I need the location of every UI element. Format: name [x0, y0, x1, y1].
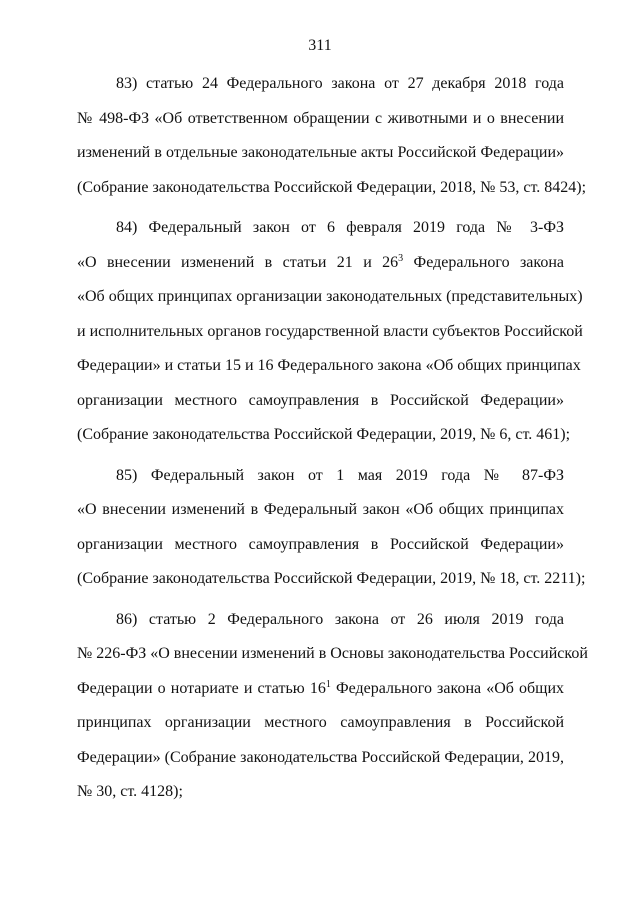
text-line-with-superscript — [77, 672, 564, 707]
text-line: изменений в отдельные законодательные акты Российской Федерации» — [77, 144, 564, 161]
text-segment: Федерального закона «Об общих — [335, 679, 565, 697]
page-number: 311 — [308, 37, 332, 54]
text-line: Федерации» (Собрание законодательства Российской Федерации, 2019, — [77, 748, 564, 766]
text-line: 83) статью 24 Федерального закона от 27 декабря 2018 года — [116, 75, 564, 92]
text-line: «Об общих принципах организации законодательных (представительных) — [77, 288, 583, 305]
text-line: 86) статью 2 Федерального закона от 26 июля 2019 года — [116, 610, 564, 628]
list-item-83 — [77, 67, 587, 205]
text-segment: Федерации о нотариате и статью 16 — [77, 679, 326, 697]
text-line: 85) Федеральный закон от 1 мая 2019 года № 87-ФЗ — [116, 466, 564, 484]
superscript: 1 — [325, 678, 331, 690]
text-line: «О внесении изменений в Федеральный закон «Об общих принципах — [77, 501, 564, 518]
list-item-85 — [77, 459, 586, 597]
text-line-with-superscript — [77, 246, 564, 281]
text-segment: «О внесении изменений в статьи 21 и 26 — [77, 253, 399, 271]
list-item-86 — [77, 603, 588, 810]
text-line: принципах организации местного самоуправления в Российской — [77, 714, 564, 731]
text-line: Федерации» и статьи 15 и 16 Федерального закона «Об общих принципах — [77, 357, 581, 374]
list-item-84 — [77, 211, 583, 453]
text-line: № 30, ст. 4128); — [77, 783, 183, 800]
text-line: и исполнительных органов государственной власти субъектов Российской — [77, 322, 583, 340]
document-body — [77, 67, 588, 816]
text-segment: Федерального закона — [413, 253, 565, 271]
text-line: 84) Федеральный закон от 6 февраля 2019 года № 3-ФЗ — [116, 219, 564, 236]
superscript: 3 — [398, 252, 404, 264]
text-line: (Собрание законодательства Российской Федерации, 2018, № 53, ст. 8424); — [77, 178, 587, 196]
text-line: № 498-ФЗ «Об ответственном обращении с животными и о внесении — [77, 109, 564, 127]
text-line: организации местного самоуправления в Российской Федерации» — [77, 391, 564, 409]
text-line: организации местного самоуправления в Российской Федерации» — [77, 535, 564, 553]
text-line: (Собрание законодательства Российской Федерации, 2019, № 6, ст. 461); — [77, 426, 571, 443]
text-line: № 226-ФЗ «О внесении изменений в Основы законодательства Российской — [77, 645, 588, 662]
text-line: (Собрание законодательства Российской Федерации, 2019, № 18, ст. 2211); — [77, 570, 586, 587]
